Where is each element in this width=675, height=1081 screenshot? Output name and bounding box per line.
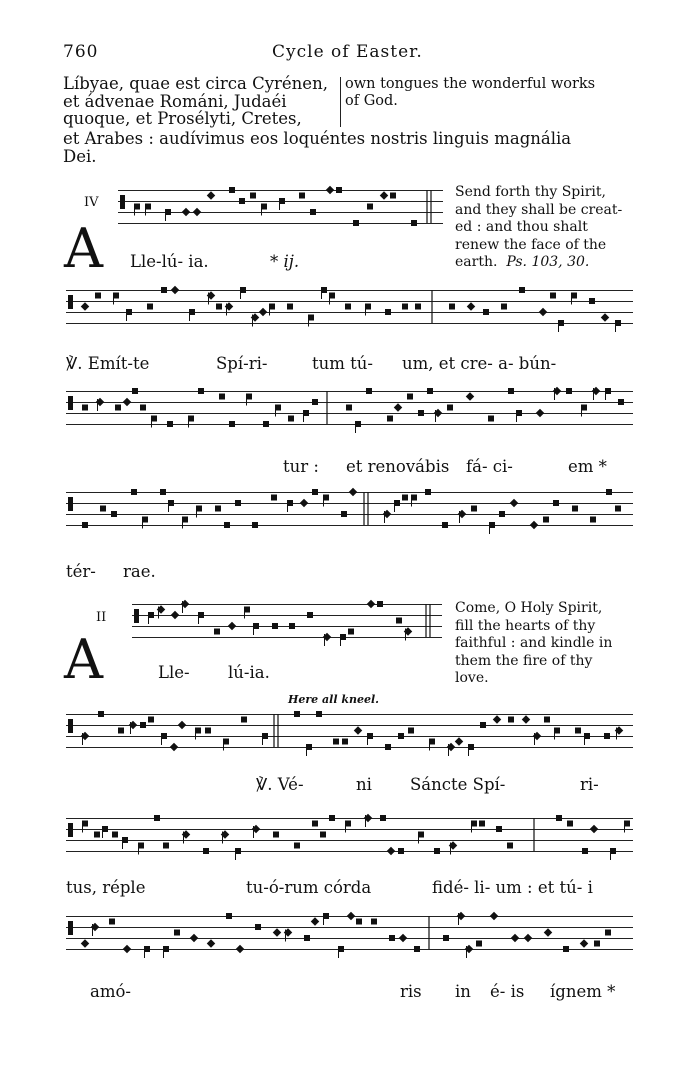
neume bbox=[333, 739, 339, 745]
neume bbox=[215, 506, 221, 512]
neume bbox=[449, 304, 455, 310]
neume bbox=[544, 928, 552, 936]
neume bbox=[171, 611, 179, 619]
neume bbox=[476, 941, 482, 947]
neume bbox=[304, 935, 310, 941]
neume bbox=[216, 304, 222, 310]
neume bbox=[310, 209, 316, 215]
latin-column bbox=[63, 75, 339, 128]
neume bbox=[507, 843, 513, 849]
neume bbox=[443, 935, 449, 941]
translation-line: them the fire of thy bbox=[455, 652, 593, 669]
neume bbox=[590, 825, 598, 833]
neume bbox=[288, 416, 294, 422]
neume bbox=[396, 618, 402, 624]
neume bbox=[556, 815, 562, 821]
neume bbox=[109, 919, 115, 925]
neume bbox=[98, 711, 104, 717]
neume bbox=[427, 388, 433, 394]
neume bbox=[299, 193, 305, 199]
neume bbox=[349, 488, 357, 496]
neume bbox=[263, 421, 269, 427]
neume bbox=[259, 308, 267, 316]
neume bbox=[572, 506, 578, 512]
clef-mark bbox=[68, 719, 73, 733]
staff bbox=[132, 604, 442, 647]
neume bbox=[354, 726, 362, 734]
clef-mark bbox=[134, 609, 139, 623]
neume bbox=[402, 495, 408, 501]
neume bbox=[252, 522, 258, 528]
neume bbox=[411, 220, 417, 226]
neume bbox=[154, 815, 160, 821]
rubric: Here all kneel. bbox=[288, 693, 379, 706]
initial-letter: A bbox=[64, 628, 103, 691]
neume bbox=[590, 517, 596, 523]
neume bbox=[161, 287, 167, 293]
neume bbox=[377, 601, 383, 607]
neume bbox=[524, 934, 532, 942]
neume bbox=[488, 416, 494, 422]
translation-line: renew the face of the bbox=[455, 236, 607, 253]
neume bbox=[356, 919, 362, 925]
translation-line: ed : and thou shalt bbox=[455, 219, 588, 235]
neume bbox=[174, 930, 180, 936]
lyric-syllable: um, et cre- a- bún- bbox=[402, 354, 557, 373]
neume bbox=[171, 286, 179, 294]
neume bbox=[193, 208, 201, 216]
neume bbox=[496, 826, 502, 832]
neume bbox=[140, 405, 146, 411]
neume bbox=[398, 848, 404, 854]
neume bbox=[493, 715, 501, 723]
neume bbox=[272, 623, 278, 629]
neume bbox=[530, 521, 538, 529]
latin-line: et ádvenae Románi, Judaéi bbox=[63, 91, 287, 111]
neume bbox=[348, 629, 354, 635]
neume bbox=[380, 191, 388, 199]
full-width-text bbox=[63, 130, 633, 165]
lyric-syllable: et renovábis bbox=[346, 457, 450, 476]
lyric-syllable: ni bbox=[356, 775, 372, 794]
neume bbox=[148, 717, 154, 723]
neume bbox=[575, 728, 581, 734]
translation-line: faithful : and kindle in bbox=[455, 635, 613, 651]
staff bbox=[66, 916, 633, 959]
clef-mark bbox=[68, 295, 73, 309]
neume bbox=[82, 405, 88, 411]
neume bbox=[510, 499, 518, 507]
neume bbox=[353, 220, 359, 226]
neume bbox=[442, 522, 448, 528]
neume bbox=[418, 410, 424, 416]
neume bbox=[207, 191, 215, 199]
neume bbox=[415, 304, 421, 310]
neume bbox=[483, 309, 489, 315]
translation-line: earth. Ps. 103, 30. bbox=[455, 254, 590, 270]
neume bbox=[219, 394, 225, 400]
clef-mark bbox=[68, 921, 73, 935]
neume bbox=[182, 208, 190, 216]
neume bbox=[316, 711, 322, 717]
neume bbox=[235, 500, 241, 506]
neume bbox=[241, 717, 247, 723]
lyric-syllable: ris bbox=[400, 982, 422, 1001]
full-line: et Arabes : audívimus eos loquéntes nostris linguis magnália bbox=[63, 129, 572, 148]
clef-mark bbox=[120, 195, 125, 209]
neume bbox=[239, 198, 245, 204]
lyric-syllable: Spí-ri- bbox=[216, 354, 268, 373]
neume bbox=[605, 930, 611, 936]
neume bbox=[111, 511, 117, 517]
neume bbox=[519, 287, 525, 293]
neume bbox=[312, 821, 318, 827]
neume bbox=[345, 304, 351, 310]
neume bbox=[385, 309, 391, 315]
neume bbox=[163, 843, 169, 849]
neume bbox=[402, 304, 408, 310]
neume bbox=[550, 293, 556, 299]
repeat-asterisk: * ij. bbox=[270, 252, 300, 271]
neume bbox=[501, 304, 507, 310]
neume bbox=[287, 304, 293, 310]
neume bbox=[536, 409, 544, 417]
neume bbox=[425, 489, 431, 495]
neume bbox=[228, 622, 236, 630]
neume bbox=[414, 946, 420, 952]
neume bbox=[170, 743, 178, 751]
neume bbox=[312, 399, 318, 405]
neume bbox=[490, 912, 498, 920]
neume bbox=[563, 946, 569, 952]
neume bbox=[346, 405, 352, 411]
neume bbox=[522, 715, 530, 723]
neume bbox=[618, 399, 624, 405]
staff bbox=[66, 818, 633, 861]
neume bbox=[385, 744, 391, 750]
lyric-syllable: é- is bbox=[490, 982, 525, 1001]
clef-mark bbox=[68, 497, 73, 511]
neume bbox=[389, 935, 395, 941]
neume bbox=[82, 522, 88, 528]
neume bbox=[606, 489, 612, 495]
neume bbox=[390, 193, 396, 199]
neume bbox=[131, 489, 137, 495]
neume bbox=[311, 917, 319, 925]
neume bbox=[367, 600, 375, 608]
clef-mark bbox=[68, 823, 73, 837]
neume bbox=[582, 848, 588, 854]
neume bbox=[398, 733, 404, 739]
neume bbox=[566, 388, 572, 394]
staff bbox=[66, 492, 633, 535]
column-divider bbox=[340, 77, 341, 127]
staff bbox=[118, 190, 443, 233]
staff bbox=[66, 290, 633, 333]
neume bbox=[455, 737, 463, 745]
neume bbox=[480, 722, 486, 728]
neume bbox=[300, 499, 308, 507]
neume bbox=[467, 302, 475, 310]
lyric-syllable: tu-ó-rum córda bbox=[246, 878, 372, 897]
lyric-syllable: tur : bbox=[283, 457, 319, 476]
lyric-syllable: fidé- li- um : et tú- i bbox=[432, 878, 593, 897]
neume bbox=[115, 405, 121, 411]
neume bbox=[226, 913, 232, 919]
translation-line: love. bbox=[455, 670, 489, 686]
lyric-syllable: tum tú- bbox=[312, 354, 373, 373]
neume bbox=[371, 919, 377, 925]
neume bbox=[273, 832, 279, 838]
neume bbox=[479, 821, 485, 827]
neume bbox=[229, 187, 235, 193]
neume bbox=[250, 193, 256, 199]
lyric-syllable: em * bbox=[568, 457, 607, 476]
neume bbox=[471, 506, 477, 512]
translation-line: fill the hearts of thy bbox=[455, 617, 596, 634]
neume bbox=[271, 495, 277, 501]
versicle: ℣. Emít-te bbox=[66, 354, 150, 373]
mode-number: IV bbox=[84, 195, 99, 210]
neume bbox=[320, 832, 326, 838]
neume bbox=[466, 392, 474, 400]
versicle: ℣. Vé- bbox=[256, 775, 304, 794]
neume bbox=[190, 934, 198, 942]
incipit-text: Lle-lú- ia. bbox=[130, 252, 209, 271]
neume bbox=[81, 302, 89, 310]
neume bbox=[294, 843, 300, 849]
neume bbox=[399, 934, 407, 942]
neume bbox=[118, 728, 124, 734]
neume bbox=[508, 388, 514, 394]
translation-block bbox=[455, 600, 633, 688]
neume bbox=[123, 945, 131, 953]
neume bbox=[394, 403, 402, 411]
neume bbox=[589, 298, 595, 304]
running-title: Cycle of Easter. bbox=[272, 42, 423, 62]
neume bbox=[329, 815, 335, 821]
translation-block bbox=[455, 184, 633, 272]
neume bbox=[123, 398, 131, 406]
lyric-syllable: Sáncte Spí- bbox=[410, 775, 506, 794]
neume bbox=[178, 721, 186, 729]
neume bbox=[100, 506, 106, 512]
english-column bbox=[345, 76, 633, 110]
neume bbox=[336, 187, 342, 193]
translation-line: Come, O Holy Spirit, bbox=[455, 600, 603, 616]
neume bbox=[367, 204, 373, 210]
neume bbox=[347, 912, 355, 920]
neume bbox=[567, 821, 573, 827]
neume bbox=[407, 394, 413, 400]
neume bbox=[601, 313, 609, 321]
lyric-syllable: in bbox=[455, 982, 471, 1001]
staff bbox=[66, 391, 633, 434]
neume bbox=[273, 928, 281, 936]
neume bbox=[508, 717, 514, 723]
translation-line: and they shall be creat- bbox=[455, 201, 623, 218]
incipit-text: lú-ia. bbox=[228, 663, 270, 682]
page-number: 760 bbox=[63, 42, 99, 62]
neume bbox=[615, 506, 621, 512]
neume bbox=[553, 500, 559, 506]
neume bbox=[434, 848, 440, 854]
lyric-syllable: ígnem * bbox=[550, 982, 616, 1001]
english-line: of God. bbox=[345, 93, 398, 109]
neume bbox=[447, 405, 453, 411]
neume bbox=[205, 728, 211, 734]
neume bbox=[94, 832, 100, 838]
neume bbox=[307, 612, 313, 618]
neume bbox=[539, 308, 547, 316]
neume bbox=[132, 388, 138, 394]
neume bbox=[167, 421, 173, 427]
neume bbox=[198, 388, 204, 394]
lyric-syllable: fá- ci- bbox=[466, 457, 513, 476]
neume bbox=[229, 421, 235, 427]
neume bbox=[604, 733, 610, 739]
clef-mark bbox=[68, 396, 73, 410]
latin-line: Líbyae, quae est circa Cyrénen, bbox=[63, 74, 328, 93]
incipit-text: Lle- bbox=[158, 663, 190, 682]
neume bbox=[224, 522, 230, 528]
neume bbox=[594, 941, 600, 947]
neume bbox=[81, 939, 89, 947]
lyric-syllable: tus, réple bbox=[66, 878, 146, 897]
neume bbox=[408, 728, 414, 734]
neume bbox=[95, 293, 101, 299]
neume bbox=[160, 489, 166, 495]
lyric-syllable: ri- bbox=[580, 775, 599, 794]
neume bbox=[580, 939, 588, 947]
neume bbox=[380, 815, 386, 821]
neume bbox=[387, 416, 393, 422]
neume bbox=[140, 722, 146, 728]
neume bbox=[511, 934, 519, 942]
neume bbox=[147, 304, 153, 310]
neume bbox=[112, 832, 118, 838]
translation-line: Send forth thy Spirit, bbox=[455, 184, 606, 200]
psalm-reference: Ps. 103, 30. bbox=[506, 254, 590, 270]
neume bbox=[341, 511, 347, 517]
neume bbox=[294, 711, 300, 717]
neume bbox=[544, 717, 550, 723]
lyric-syllable: tér- bbox=[66, 562, 96, 581]
neume bbox=[543, 517, 549, 523]
lyric-syllable: rae. bbox=[123, 562, 156, 581]
neume bbox=[203, 848, 209, 854]
neume bbox=[214, 629, 220, 635]
neume bbox=[499, 511, 505, 517]
neume bbox=[366, 388, 372, 394]
neume bbox=[289, 623, 295, 629]
neume bbox=[236, 945, 244, 953]
staff bbox=[66, 714, 633, 757]
neume bbox=[207, 939, 215, 947]
neume bbox=[326, 186, 334, 194]
mode-number: II bbox=[96, 610, 107, 625]
english-line: own tongues the wonderful works bbox=[345, 76, 596, 92]
neume bbox=[342, 739, 348, 745]
full-line: Dei. bbox=[63, 146, 97, 166]
neume bbox=[387, 847, 395, 855]
neume bbox=[255, 924, 261, 930]
lyric-syllable: amó- bbox=[90, 982, 131, 1001]
initial-letter: A bbox=[64, 217, 103, 280]
neume bbox=[312, 489, 318, 495]
latin-line: quoque, et Prosélyti, Cretes, bbox=[63, 109, 302, 128]
